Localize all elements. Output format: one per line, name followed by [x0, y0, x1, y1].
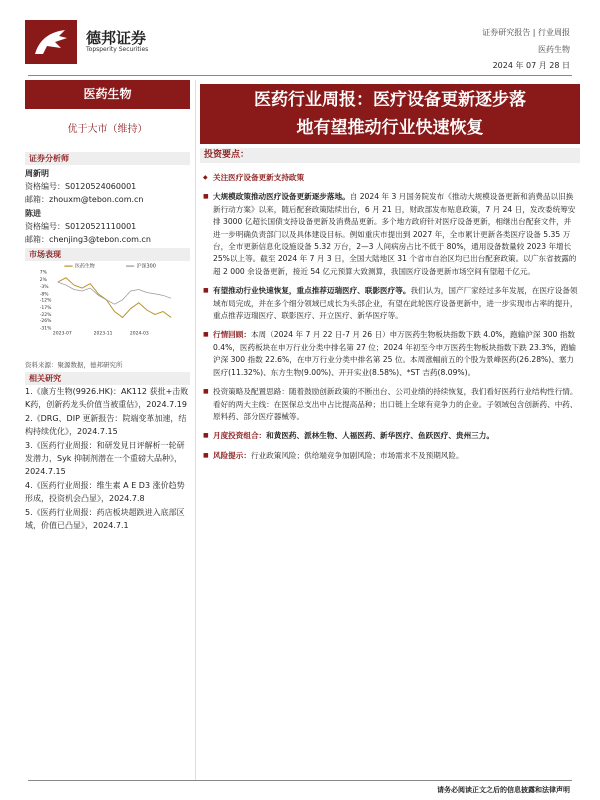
report-date: 2024 年 07 月 28 日	[492, 61, 570, 70]
focus-line: ◆ 关注医疗设备更新支持政策	[203, 172, 578, 184]
main-content	[203, 172, 578, 469]
analyst-name: 周新明	[25, 169, 49, 178]
logo-text: 德邦证券	[86, 29, 147, 47]
report-type: 证券研究报告 | 行业周报	[482, 28, 570, 37]
list-item[interactable]: 4.《医药行业周报：维生素 A E D3 涨价趋势形成，投资机会凸显》，2024.7.8	[25, 481, 185, 503]
analyst-heading: 证券分析师	[25, 152, 190, 165]
market-performance-chart	[25, 262, 190, 340]
paragraph: ■ 月度投资组合：和黄医药、派林生物、人福医药、新华医疗、鱼跃医疗、贵州三力。	[203, 430, 578, 442]
x-tick-label: 2023-07	[52, 331, 72, 337]
footer-disclaimer: 请务必阅读正文之后的信息披露和法律声明	[437, 786, 570, 794]
paragraph: ■ 行情回顾：本周（2024 年 7 月 22 日-7 月 26 日）申万医药生物板块指数下跌 4.0%，跑输沪深 300 指数 0.4%，医药板块在申万行业分类中排名第 27 位；2024 年初至今申万医药生物板块指数下跌 23.3%，跑输沪深 300 指数 22.6%，在申万行业分类中排名第 25 位。本周涨幅前五的个股为景峰医药(26.28%)、塞力医疗(11.32%)、东方生物(9.00%)、开开实业(8.58%)、*ST 吉药(8.09%)。	[203, 329, 578, 379]
x-tick-label: 2024-03	[129, 331, 149, 337]
rating: 优于大市（维持）	[67, 124, 148, 135]
analyst-cert: S0120524060001	[65, 182, 137, 191]
footer-divider	[28, 780, 572, 781]
list-item[interactable]: 3.《医药行业周报：和研发見日评解析一轮研发潜力，Syk 抑制剂潜在一个重磅大品种》，2024.7.15	[25, 441, 185, 476]
y-tick-label: -26%	[39, 318, 52, 324]
analyst-cert: S0120521110001	[65, 222, 137, 231]
series-line-0	[58, 278, 171, 318]
y-tick-label: -17%	[39, 305, 52, 311]
list-item[interactable]: 5.《医药行业周报：药店板块超跌进入底部区域，价值已凸显》，2024.7.1	[25, 508, 185, 530]
y-tick-label: -8%	[39, 292, 49, 298]
list-item[interactable]: 2.《DRG、DIP 更新报告：院端变革加速，结构持续优化》，2024.7.15	[25, 414, 187, 436]
y-tick-label: 2%	[39, 277, 47, 283]
paragraph: ■ 风险提示：行业政策风险；供给端竞争加剧风险；市场需求不及预期风险。	[203, 450, 578, 462]
column-divider	[195, 80, 196, 780]
paragraph: ■ 投资策略及配置思路：随着鼓励创新政策的不断出台、公司业绩的持续恢复，我们看好医药行业结构性行情。看好的两大主线：在医保总支出中占比提高品种；出口链上全球有竞争力的企业。子领域包含创新药、中药、原料药、部分医疗器械等。	[203, 386, 578, 423]
logo-subtext: Topsperity Securities	[86, 46, 149, 53]
legend-label: 沪深300	[136, 263, 156, 270]
page-title: 医药行业周报：医疗设备更新逐步落 地有望推动行业快速恢复	[200, 84, 580, 144]
y-tick-label: -22%	[39, 313, 52, 319]
related-research-list	[25, 385, 190, 533]
header-divider	[28, 75, 572, 76]
y-tick-label: -3%	[39, 285, 49, 291]
paragraph: ■ 大规模政策推动医疗设备更新逐步落地。自 2024 年 3 月国务院发布《推动大规模设备更新和消费品以旧换新行动方案》以来，随后配套政策陆续出台，6 月 21 日，财政部发布贴息政策，7 月 24 日，发改委统筹安排 3000 亿超长国债支持设备更新及消费品更新。多个地方政府针对医疗设备更新，相继出台配套文件，并进一步明确负责部门以及具体建设目标。例如重庆市提出到 2027 年，全市累计更新各类医疗设备 5.35 万台，全市更新信息化设施设备 5.32 万台，2—3 人间病房占比不低于 80%，通用设备数量较 2023 年增长 25%以上等。截至 2024 年 7 月 3 日，全国大陆地区 31 个省市自治区均已出台配套政策。以广东省披露的超 2 000 余设备更新，接近 54 亿元预算大致测算，我国医疗设备更新市场空间有望超千亿元。	[203, 191, 578, 278]
related-heading: 相关研究	[25, 372, 190, 385]
analyst-block-2: 陈进 资格编号：S0120521110001 邮箱：chenjing3@tebon.com.cn	[25, 209, 151, 244]
y-tick-label: 7%	[39, 270, 47, 276]
company-logo	[25, 20, 77, 64]
page-header	[0, 0, 600, 75]
industry-label: 医药生物	[538, 45, 570, 54]
analyst-email[interactable]: zhouxm@tebon.com.cn	[49, 195, 144, 204]
market-heading: 市场表现	[25, 248, 190, 261]
paragraph: ■ 有望推动行业快速恢复，重点推荐迈瑞医疗、联影医疗等。我们认为，国产厂家经过多年发展，在医疗设备领域布局完成，并在多个细分领域已成长为头部企业，有望在此轮医疗设备更新中，进一步实现市占率的提升，重点推荐迈瑞医疗、联影医疗、开立医疗、新华医疗等。	[203, 285, 578, 322]
summary-heading: 投资要点：	[200, 148, 580, 163]
x-tick-label: 2023-11	[93, 331, 113, 337]
chart-source: 资料来源：聚源数据，德邦研究所	[25, 361, 123, 369]
analyst-name: 陈进	[25, 209, 41, 218]
legend-label: 医药生物	[75, 263, 95, 270]
sidebar-category: 医药生物	[25, 80, 190, 109]
y-tick-label: -31%	[39, 326, 52, 332]
analyst-email[interactable]: chenjing3@tebon.com.cn	[49, 235, 151, 244]
y-tick-label: -12%	[39, 298, 52, 304]
analyst-block-1: 周新明 资格编号：S0120524060001 邮箱：zhouxm@tebon.com.cn	[25, 169, 144, 204]
list-item[interactable]: 1.《康方生物(9926.HK)：AK112 获批+击败K药，创新药龙头价值当被重估》，2024.7.19	[25, 387, 189, 409]
